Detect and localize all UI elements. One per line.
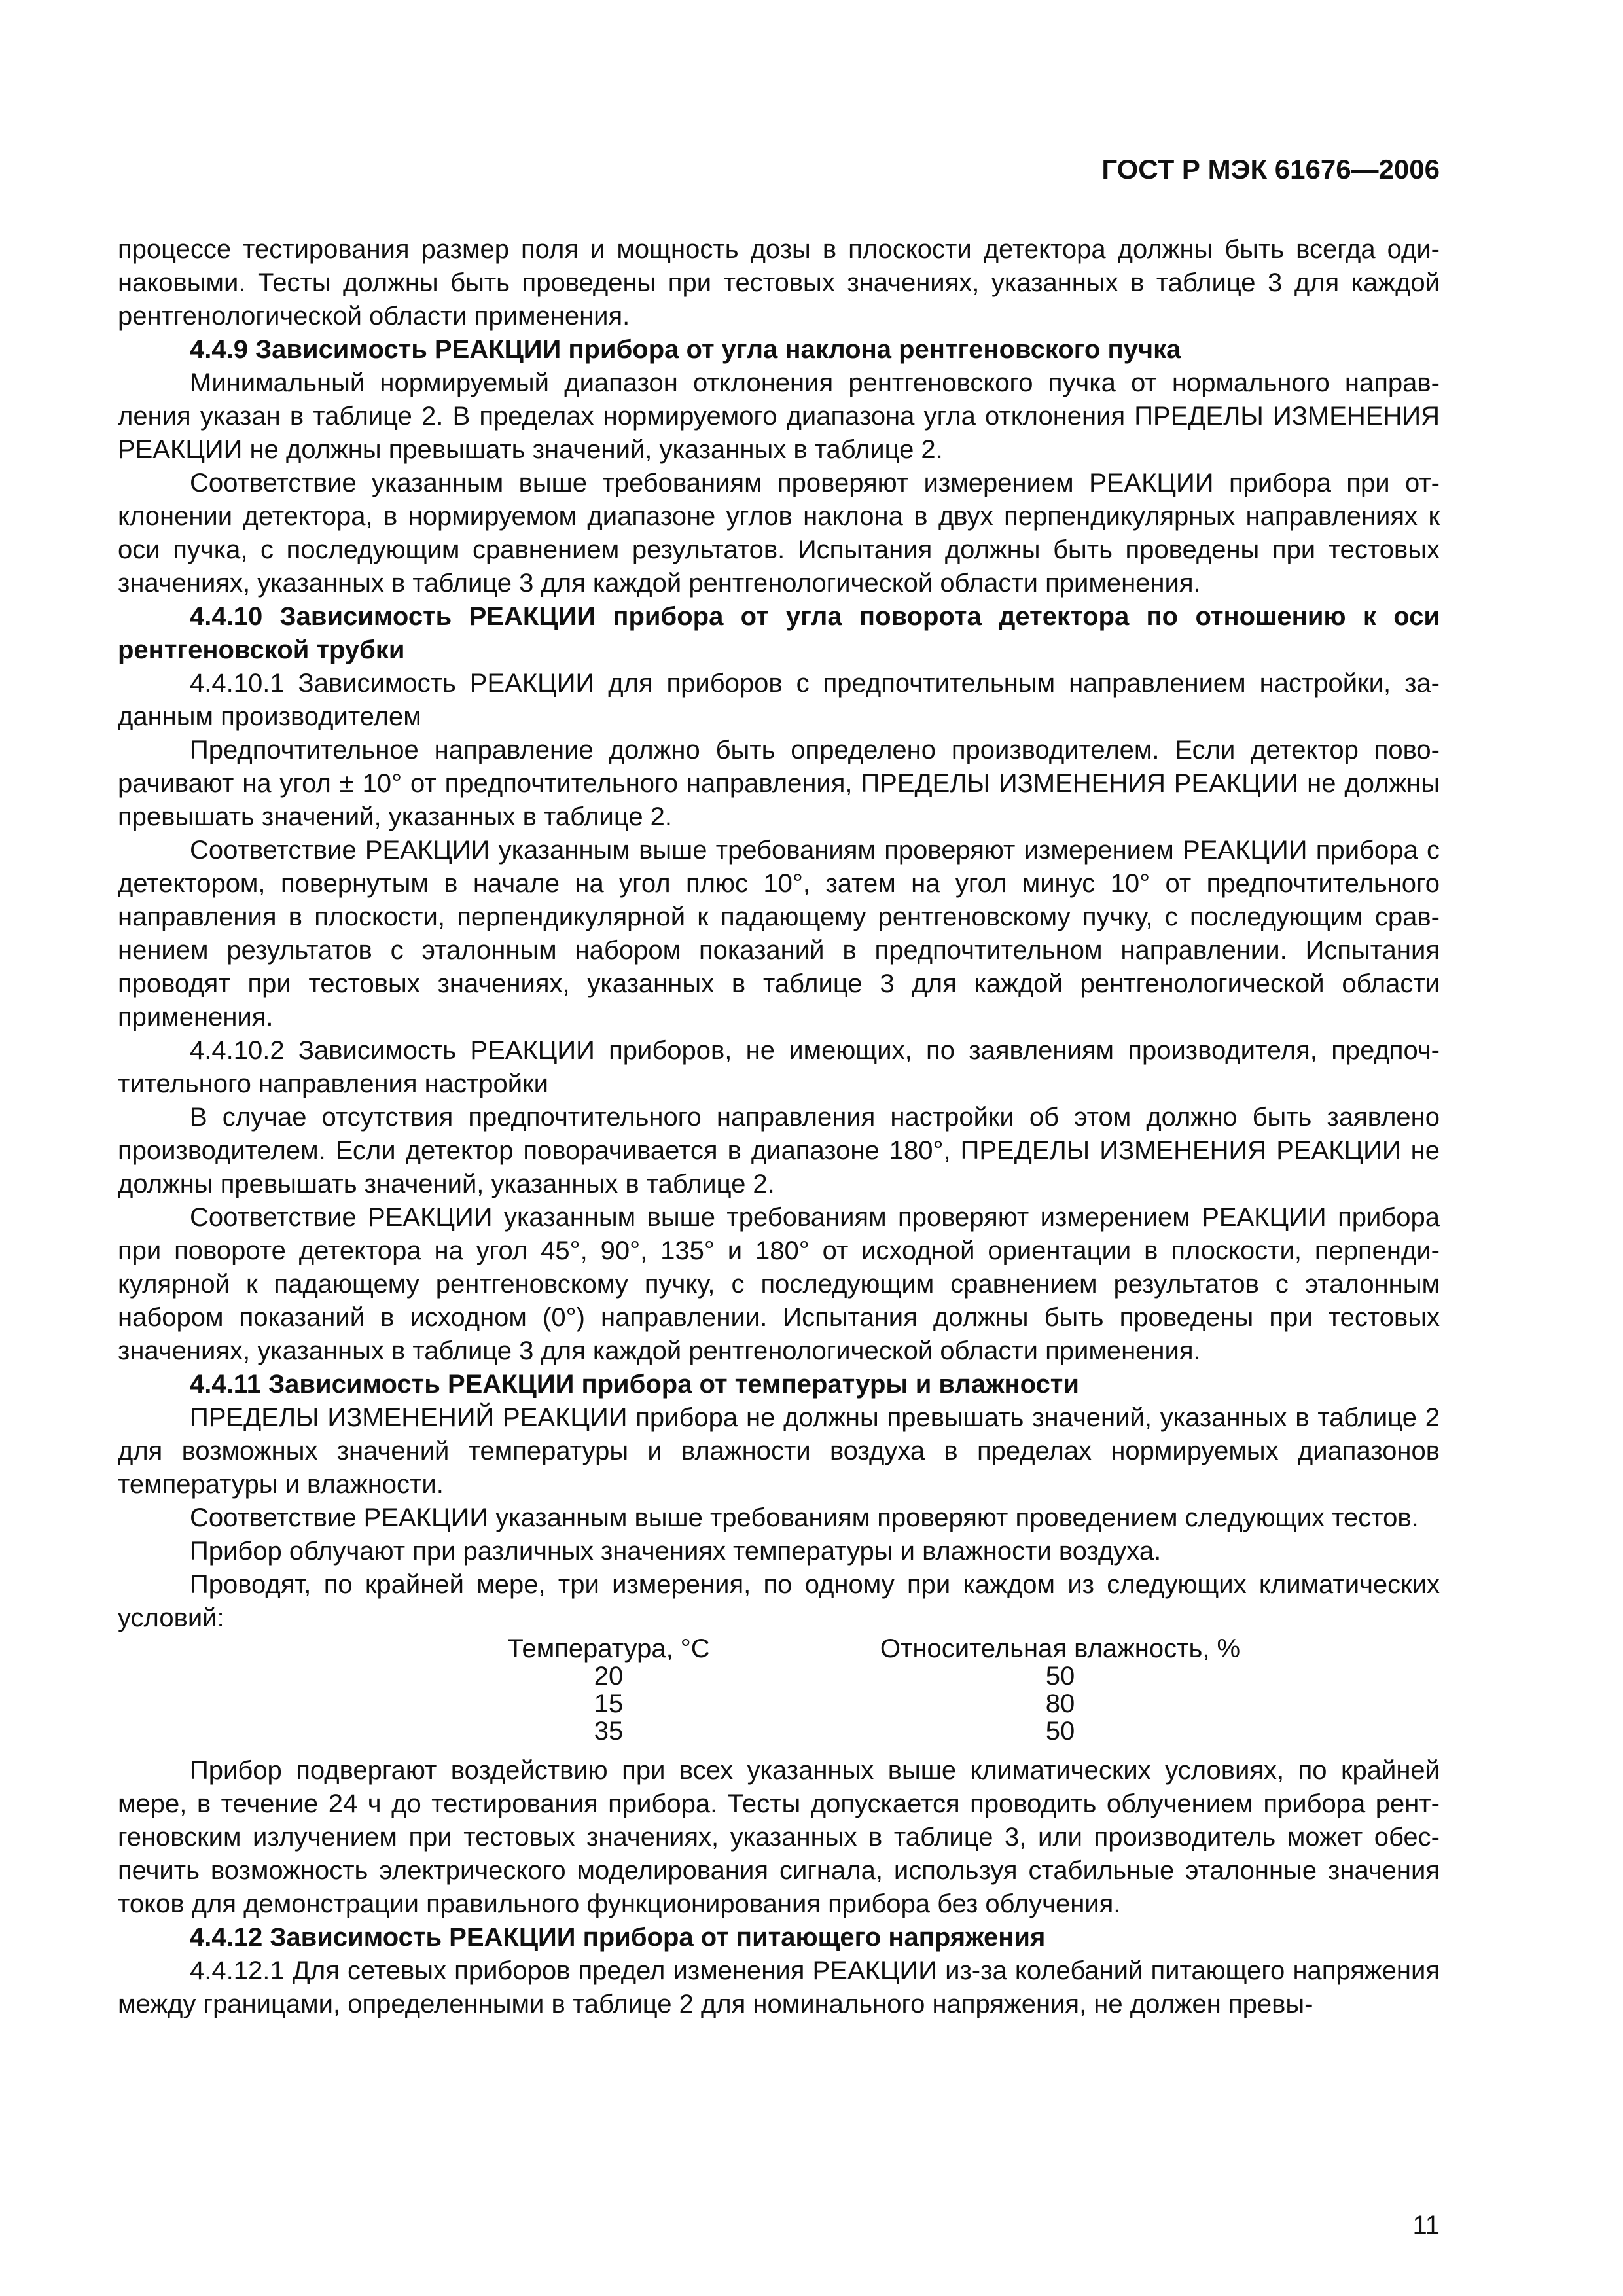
temperature-cell: 15 <box>594 1689 624 1718</box>
paragraph: В случае отсутствия предпочтительного направления настройки об этом должно быть заявлено производителем. Если детектор поворачивается в диапазоне 180°, ПРЕДЕЛЫ ИЗМЕНЕНИЯ РЕАКЦИИ не должны превышать значений, указанных в таблице 2. <box>118 1103 1440 1198</box>
section-heading-4-4-9: 4.4.9 Зависимость РЕАКЦИИ прибора от угла наклона рентгеновского пучка <box>190 335 1181 364</box>
paragraph: Минимальный нормируемый диапазон отклонения рентгеновского пучка от нормального направления указан в таблице 2. В пределах нормируемого диапазона угла отклонения ПРЕДЕЛЫ ИЗМЕНЕНИЯ РЕАКЦИИ не должны превышать значений, указанных в таблице 2. <box>118 368 1440 464</box>
paragraph: 4.4.10.1 Зависимость РЕАКЦИИ для приборов с предпочтительным направлением настройки, заданным производителем <box>118 669 1440 731</box>
page-body <box>118 233 1440 2021</box>
humidity-cell: 50 <box>1045 1662 1075 1691</box>
paragraph: Прибор подвергают воздействию при всех указанных выше климатических условиях, по крайней мере, в течение 24 ч до тестирования прибора. Тесты допускается проводить облучением прибора рентгеновским излучением при тестовых значениях, указанных в таблице 3, или производитель может обеспечить возможность электрического моделирования сигнала, используя стабильные эталонные значения токов для демонстрации правильного функционирования прибора без облучения. <box>118 1756 1440 1918</box>
humidity-cell: 50 <box>1045 1717 1075 1746</box>
table-header-row <box>118 1635 1283 1662</box>
table-row <box>118 1690 1283 1717</box>
table-row <box>118 1717 1283 1745</box>
paragraph: 4.4.12.1 Для сетевых приборов предел изменения РЕАКЦИИ из-за колебаний питающего напряжения между границами, определенными в таблице 2 для номинального напряжения, не должен превы- <box>118 1956 1440 2018</box>
column-header-humidity: Относительная влажность, % <box>880 1634 1241 1663</box>
paragraph: ПРЕДЕЛЫ ИЗМЕНЕНИЙ РЕАКЦИИ прибора не должны превышать значений, указанных в таблице 2 для возможных значений температуры и влажности воздуха в пределах нормируемых диапазонов температуры и влажности. <box>118 1403 1440 1499</box>
paragraph: Прибор облучают при различных значениях температуры и влажности воздуха. <box>190 1537 1162 1566</box>
paragraph: 4.4.10.2 Зависимость РЕАКЦИИ приборов, не имеющих, по заявлениям производителя, предпочтительного направления настройки <box>118 1036 1440 1098</box>
paragraph: Соответствие указанным выше требованиям проверяют измерением РЕАКЦИИ прибора при отклонении детектора, в нормируемом диапазоне углов наклона в двух перпендикулярных направлениях к оси пучка, с последующим сравнением результатов. Испытания должны быть проведены при тестовых значениях, указанных в таблице 3 для каждой рентгенологической области применения. <box>118 469 1440 598</box>
page-number: 11 <box>1412 2211 1440 2240</box>
section-heading-4-4-10: 4.4.10 Зависимость РЕАКЦИИ прибора от угла поворота детектора по отношению к оси рентгеновской трубки <box>118 602 1440 664</box>
climate-conditions-table <box>118 1635 1283 1745</box>
humidity-cell: 80 <box>1045 1689 1075 1718</box>
paragraph: Проводят, по крайней мере, три измерения, по одному при каждом из следующих климатических условий: <box>118 1570 1440 1632</box>
paragraph: процессе тестирования размер поля и мощность дозы в плоскости детектора должны быть всегда одинаковыми. Тесты должны быть проведены при тестовых значениях, указанных в таблице 3 для каждой рентгенологической области применения. <box>118 235 1440 331</box>
temperature-cell: 20 <box>594 1662 624 1691</box>
paragraph: Соответствие РЕАКЦИИ указанным выше требованиям проверяют проведением следующих тестов. <box>190 1503 1419 1532</box>
paragraph: Соответствие РЕАКЦИИ указанным выше требованиям проверяют измерением РЕАКЦИИ прибора при повороте детектора на угол 45°, 90°, 135° и 180° от исходной ориентации в плоскости, перпендикулярной к падающему рентгеновскому пучку, с последующим сравнением результатов с эталонным набором показаний в исходном (0°) направлении. Испытания должны быть проведены при тестовых значениях, указанных в таблице 3 для каждой рентгенологической области применения. <box>118 1203 1440 1365</box>
section-heading-4-4-11: 4.4.11 Зависимость РЕАКЦИИ прибора от температуры и влажности <box>190 1370 1079 1399</box>
paragraph: Предпочтительное направление должно быть определено производителем. Если детектор поворачивают на угол ± 10° от предпочтительного направления, ПРЕДЕЛЫ ИЗМЕНЕНИЯ РЕАКЦИИ не должны превышать значений, указанных в таблице 2. <box>118 736 1440 831</box>
standard-designation: ГОСТ Р МЭК 61676—2006 <box>1101 154 1440 185</box>
temperature-cell: 35 <box>594 1717 624 1746</box>
paragraph: Соответствие РЕАКЦИИ указанным выше требованиям проверяют измерением РЕАКЦИИ прибора с детектором, повернутым в начале на угол плюс 10°, затем на угол минус 10° от предпочтительного направления в плоскости, перпендикулярной к падающему рентгеновскому пучку, с последующим сравнением результатов с эталонным набором показаний в предпочтительном направлении. Испытания проводят при тестовых значениях, указанных в таблице 3 для каждой рентгенологической области применения. <box>118 836 1440 1031</box>
section-heading-4-4-12: 4.4.12 Зависимость РЕАКЦИИ прибора от питающего напряжения <box>190 1923 1046 1952</box>
table-row <box>118 1662 1283 1690</box>
column-header-temperature: Температура, °С <box>507 1634 710 1663</box>
